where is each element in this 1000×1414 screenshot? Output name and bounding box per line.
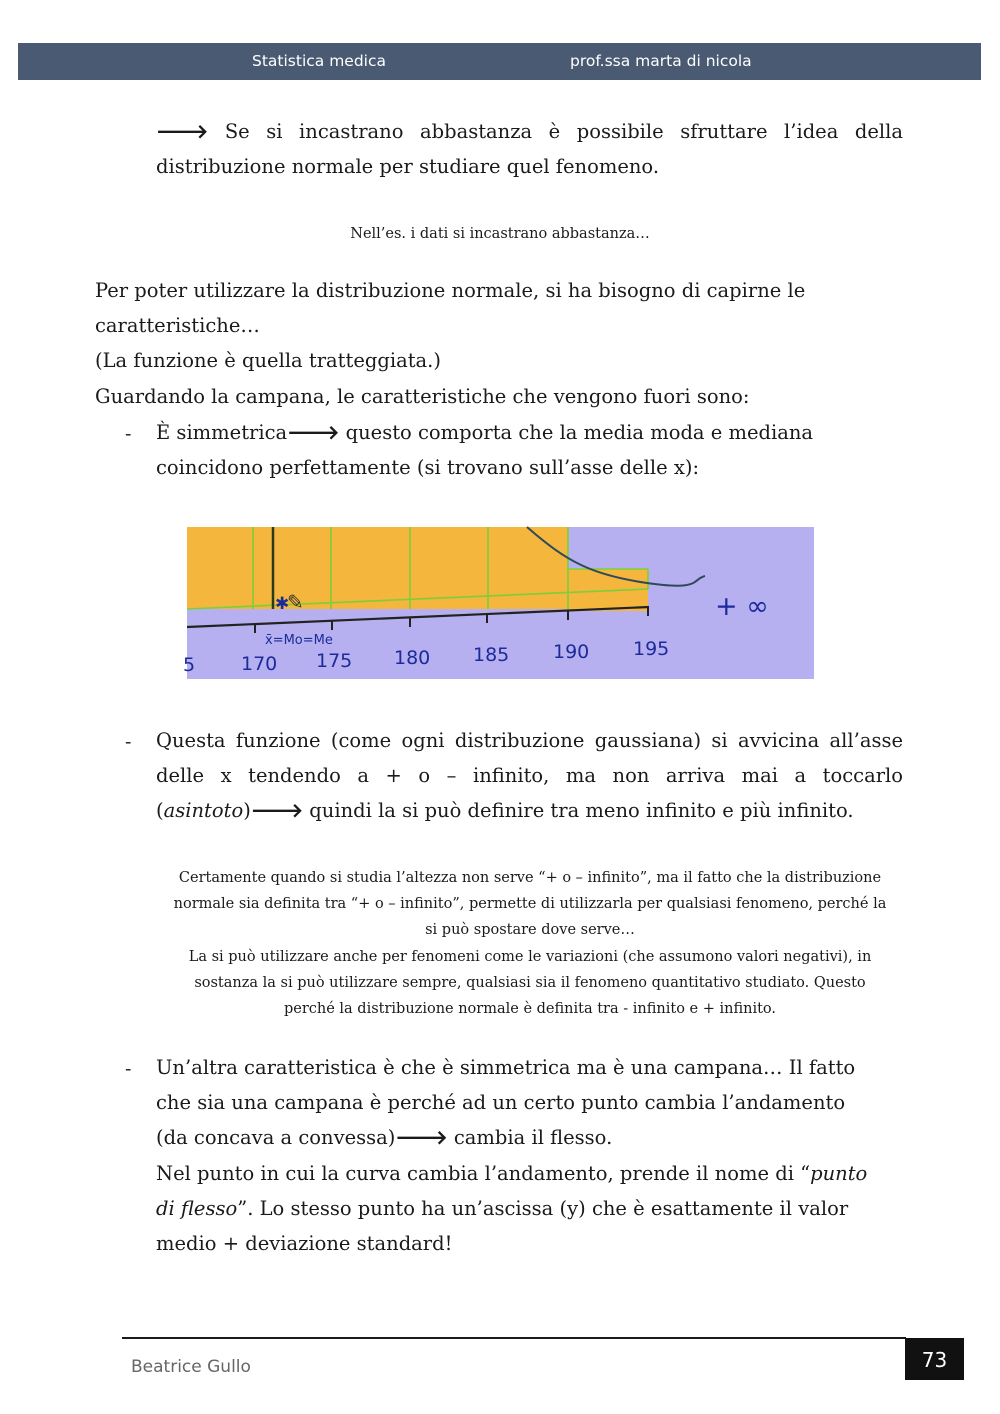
para-3: Guardando la campana, le caratteristiche che vengono fuori sono: — [95, 385, 750, 408]
bullet-3-line-5: di flesso”. Lo stesso punto ha un’ascissa (y) che è esattamente il valor — [156, 1197, 849, 1220]
bullet-2-line-2: delle x tendendo a + o – infinito, ma non arriva mai a toccarlo — [156, 764, 903, 787]
note-line: normale sia definita tra “+ o – infinito”, permette di utilizzarla per qualsiasi fenomeno, perché la — [173, 896, 887, 912]
arrow-right-icon: 🡒 — [156, 120, 209, 143]
note-fit: Nell’es. i dati si incastrano abbastanza… — [350, 226, 650, 242]
footer-author: Beatrice Gullo — [131, 1357, 251, 1377]
para-2: (La funzione è quella tratteggiata.) — [95, 349, 441, 372]
tick-label: 175 — [316, 650, 353, 672]
histogram-photo — [183, 527, 814, 679]
note-line: perché la distribuzione normale è definita tra - infinito e + infinito. — [283, 1001, 777, 1017]
bullet-dash-2: - — [125, 731, 132, 753]
tick-label: 185 — [473, 644, 510, 666]
bullet-1-line-1: È simmetrica🡒 questo comporta che la media moda e mediana — [156, 421, 814, 444]
bullet-3-line-4: Nel punto in cui la curva cambia l’andamento, prende il nome di “punto — [156, 1162, 868, 1185]
bullet-2-line-3: (asintoto)🡒 quindi la si può definire tra meno infinito e più infinito. — [156, 799, 854, 822]
bullet-2-line-1: Questa funzione (come ogni distribuzione gaussiana) si avvicina all’asse — [156, 729, 903, 752]
page-number: 73 — [905, 1338, 964, 1380]
bullet-dash-1: - — [125, 423, 132, 445]
tick-label: 180 — [394, 647, 431, 669]
plus-infinity-label: + ∞ — [715, 591, 769, 622]
header-professor: prof.ssa marta di nicola — [570, 52, 752, 70]
tick-label: 195 — [633, 638, 670, 660]
bullet-3-line-1: Un’altra caratteristica è che è simmetrica ma è una campana… Il fatto — [156, 1056, 856, 1079]
histogram-bars-tall — [187, 527, 568, 609]
note-line: La si può utilizzare anche per fenomeni come le variazioni (che assumono valori negativi), in — [188, 949, 872, 965]
page-header — [18, 43, 981, 80]
arrow-right-icon: 🡒 — [287, 421, 340, 444]
para-1-line-2: caratteristiche… — [95, 314, 260, 337]
intro-line-1: 🡒 Se si incastrano abbastanza è possibile sfruttare l’idea della — [156, 120, 903, 143]
histogram-drawing — [183, 527, 814, 679]
tick-label: 190 — [553, 641, 590, 663]
mean-mode-median-note: x̄=Mo=Me — [265, 633, 333, 648]
note-line: si può spostare dove serve… — [425, 922, 635, 938]
bullet-3-line-3: (da concava a convessa)🡒 cambia il flesso. — [156, 1126, 613, 1149]
bullet-dash-3: - — [125, 1058, 132, 1080]
note-line: sostanza la si può utilizzare sempre, qualsiasi sia il fenomeno quantitativo studiato. Questo — [194, 975, 866, 991]
note-line: Certamente quando si studia l’altezza non serve “+ o – infinito”, ma il fatto che la distribuzione — [178, 870, 882, 886]
arrow-right-icon: 🡒 — [250, 799, 304, 822]
footer-rule — [122, 1337, 906, 1339]
para-1-line-1: Per poter utilizzare la distribuzione normale, si ha bisogno di capirne le — [95, 279, 806, 302]
bullet-3-line-2: che sia una campana è perché ad un certo punto cambia l’andamento — [156, 1091, 846, 1114]
mean-star-icon: ✱ — [275, 594, 290, 614]
tick-label: 5 — [183, 654, 196, 676]
arrow-right-icon: 🡒 — [395, 1126, 448, 1149]
bullet-3-line-6: medio + deviazione standard! — [156, 1232, 453, 1255]
intro-line-2: distribuzione normale per studiare quel fenomeno. — [156, 155, 660, 178]
tick-label: 170 — [241, 653, 278, 675]
bullet-1-line-2: coincidono perfettamente (si trovano sull’asse delle x): — [156, 456, 700, 479]
pencil-icon: ✎ — [287, 590, 304, 614]
header-course-title: Statistica medica — [252, 52, 387, 70]
